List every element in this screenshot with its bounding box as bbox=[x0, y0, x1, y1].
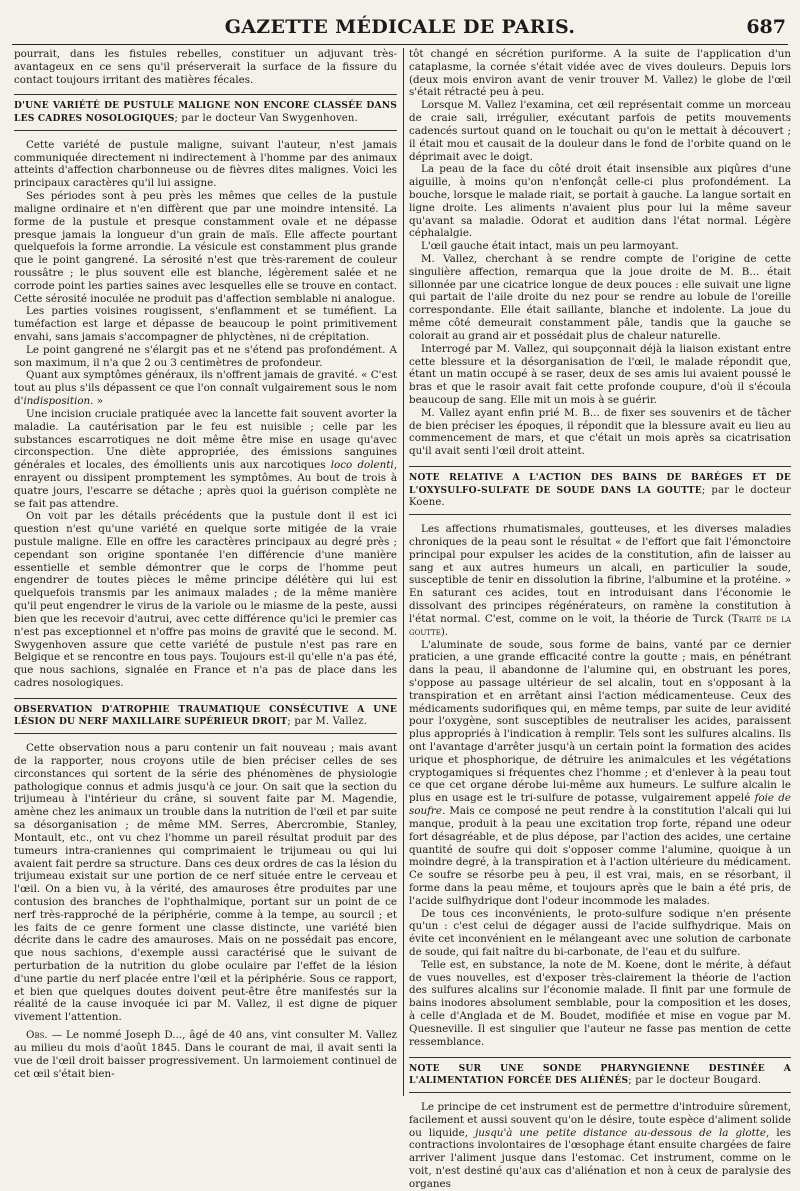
text-run: » bbox=[93, 395, 104, 408]
paragraph: Telle est, en substance, la note de M. Koene, dont le mérite, à défaut de vues nouvelles, est d'exposer très-clairement la théorie de l'action des sulfures alcalins sur l'économie malade. Il finit par une formule de bains inodores absolument semblable, pour la composition et les doses, à celle d'Anglada et de M. Boudet, modifiée et mise en vogue par M. Quesneville. Il est singulier que l'auteur ne fasse pas mention de cette ressemblance. bbox=[409, 958, 791, 1048]
paragraph bbox=[409, 523, 791, 638]
paragraph: Les parties voisines rougissent, s'enflamment et se tuméfient. La tuméfaction est large et dépasse de beaucoup le point primitivement envahi, sans jamais s'accompagner de phlyctènes, ni de crépitation. bbox=[14, 305, 397, 344]
reference-title: Traité de la goutte bbox=[409, 612, 791, 638]
article-heading bbox=[409, 1057, 791, 1093]
italic-text: foie de soufre bbox=[409, 792, 791, 818]
italic-text: indisposition. bbox=[23, 395, 94, 408]
paragraph: Lorsque M. Vallez l'examina, cet œil représentait comme un morceau de craie sali, irrégulier, exécutant parfois de petits mouvements cadencés surtout quand on le touchait ou qu'on le mettait à découvert ; il était mou et causait de la douleur dans le fond de l'orbite quand on le déprimait avec le doigt. bbox=[409, 99, 791, 163]
text-run: Le principe de cet instrument est de permettre d'introduire sûrement, facilement et aussi souvent qu'on le désire, toute espèce d'aliment solide ou liquide, bbox=[409, 1100, 791, 1139]
article-title: NOTE SUR UNE SONDE PHARYNGIENNE DESTINÉE A L'ALIMENTATION FORCÉE DES ALIÉNÉS bbox=[409, 1062, 791, 1087]
journal-title: GAZETTE MÉDICALE DE PARIS. bbox=[224, 16, 576, 38]
paragraph bbox=[14, 1029, 397, 1080]
paragraph: Ses périodes sont à peu près les mêmes que celles de la pustule maligne ordinaire et n'en diffèrent que par une moindre intensité. La forme de la pustule et presque constamment ovale et ne dépasse presque jamais la longueur d'un grain de maïs. Elle affecte pourtant quelquefois la forme arrondie. La vésicule est constamment plus grande que le point gangrené. La sérosité n'est que très-rarement de couleur roussâtre ; le plus souvent elle est blanche, légèrement salée et ne corrode point les parties saines avec lesquelles elle se trouve en contact. Cette sérosité inoculée ne produit pas d'affection semblable ni analogue. bbox=[14, 190, 397, 305]
paragraph: Cette variété de pustule maligne, suivant l'auteur, n'est jamais communiquée directement ni indirectement à l'homme par des animaux atteints d'affection charbonneuse ou de fièvres dites malignes. Voici les principaux caractères qu'il lui assigne. bbox=[14, 138, 397, 190]
text-run: ). bbox=[440, 625, 449, 638]
text-run: , enrayent ou dissipent promptement les symptômes. Au bout de trois à quatre jours, l'escarre se détache ; après quoi la guérison complète ne se fait pas attendre. bbox=[14, 459, 397, 510]
paragraph: On voit par les détails précédents que la pustule dont il est ici question n'est qu'une variété en quelque sorte mitigée de la vraie pustule maligne. Elle en offre les caractères principaux au degré près ; cependant son origine spontanée l'en différencie d'une manière essentielle et semble démontrer que le corps de l'homme peut engendrer de toutes pièces le même principe délétère qui lui est quelquefois transmis par les animaux malades ; de la même manière qu'il peut engendrer le virus de la variole ou le miasme de la peste, aussi bien que les recevoir d'autrui, avec cette différence qu'ici le premier cas n'est pas exceptionnel et n'offre pas moins de gravité que le second. M. Swygenhoven assure que cette variété de pustule n'est pas rare en Belgique et se rencontre en tous pays. Toujours est-il qu'elle n'a pas été, que nous sachions, signalée en France et n'a pas de place dans les cadres nosologiques. bbox=[14, 510, 397, 689]
paragraph: M. Vallez, cherchant à se rendre compte de l'origine de cette singulière affection, remarqua que la joue droite de M. B... était sillonnée par une cicatrice longue de deux pouces : elle suivait une ligne qui partait de l'aile droite du nez pour se rendre au lobule de l'oreille correspondante. Elle était saillante, blanche et indolente. La joue du même côté demeurait constamment pâle, tandis que la gauche se colorait au grand air et possédait plus de chaleur naturelle. bbox=[409, 253, 791, 342]
article-title: OBSERVATION D'ATROPHIE TRAUMATIQUE CONSÉCUTIVE A UNE LÉSION DU NERF MAXILLAIRE SUPÉRIEUR DROIT bbox=[14, 703, 397, 728]
paragraph: L'œil gauche était intact, mais un peu larmoyant. bbox=[421, 240, 679, 253]
paragraph: M. Vallez ayant enfin prié M. B... de fixer ses souvenirs et de tâcher de bien préciser les époques, il répondit que la blessure avait eu lieu au commencement de mars, et que c'était un mois après sa cicatrisation qu'il avait senti l'œil droit atteint. bbox=[409, 406, 791, 458]
paragraph: Cette observation nous a paru contenir un fait nouveau ; mais avant de la rapporter, nous croyons utile de bien préciser celles de ses circonstances qui sortent de la série des phénomènes de physiologie pathologique connus et admis jusqu'à ce jour. On sait que la section du trijumeau à l'intérieur du crâne, si souvent faite par M. Magendie, amène chez les animaux un trouble dans la nutrition de l'œil et par suite sa désorganisation ; de même MM. Serres, Abercrombie, Stanley, Montault, etc., ont vu chez l'homme un pareil résultat produit par des tumeurs intra-craniennes qui comprimaient le trijumeau ou qui lui avaient fait perdre sa structure. Dans ces deux ordres de cas la lésion du trijumeau existait sur une portion de ce nerf située entre le cerveau et l'œil. On a bien vu, à la vérité, des amauroses être produites par une contusion des branches de l'ophthalmique, portant sur un point de ce nerf très-rapproché de la périphérie, comme à la tempe, au sourcil ; et les faits de ce genre forment une classe distincte, une variété bien décrite dans le cadre des amauroses. Mais on ne possédait pas encore, que nous sachions, d'exemple aussi caractérisé que le suivant de perturbation de la nutrition du globe oculaire par l'effet de la lésion d'une partie du nerf placée entre l'œil et la périphérie. Sous ce rapport, et bien que quelques doutes doivent peut-être être manifestés sur la réalité de la cause invoquée ici par M. Vallez, il est digne de piquer vivement l'attention. bbox=[14, 742, 397, 1024]
paragraph bbox=[409, 639, 791, 908]
observation-label: Obs. bbox=[26, 1029, 48, 1042]
italic-text: loco dolenti bbox=[330, 459, 394, 472]
paragraph bbox=[409, 1101, 791, 1191]
article-heading bbox=[14, 94, 397, 130]
text-run: . Mais ce composé ne peut rendre à la constitution l'alcali qui lui manque, produit à la peau une excitation trop forte, répand une odeur fort désagréable, et de plus dépose, par l'action des acides, une certaine quantité de soufre qui doit s'opposer comme l'alumine, quoique à un moindre degré, à la transpiration et à l'action ultérieure du médicament. Ce soufre se résorbe peu à peu, il est vrai, mais, en se résorbant, il forme dans la peau même, et toujours après que le bain a été pris, de l'acide sulfhydrique dont l'odeur incommode les malades. bbox=[409, 805, 791, 907]
text-run: Une incision cruciale pratiquée avec la lancette fait souvent avorter la maladie. La cautérisation par le feu est nuisible ; celle par les substances escarrotiques ne doit même être mise en usage qu'avec circonspection. Une diète appropriée, des émissions sanguines générales et locales, des émollients unis aux narcotiques bbox=[14, 407, 397, 472]
column-divider bbox=[403, 48, 404, 1096]
paragraph: tôt changé en sécrétion puriforme. A la suite de l'application d'un cataplasme, la cornée s'était vidée avec de vives douleurs. Depuis lors (deux mois environ avant de venir trouver M. Vallez) le globe de l'œil s'était rétracté peu à peu. bbox=[409, 48, 791, 99]
article-author: ; par le docteur Koene. bbox=[409, 484, 791, 509]
left-column bbox=[14, 48, 397, 1098]
text-run: — Le nommé Joseph D..., âgé de 40 ans, vint consulter M. Vallez au milieu du mois d'août 1845. Dans le courant de mai, il avait senti la vue de l'œil droit baisser progressivement. Un larmoiement continuel de cet œil s'était bien- bbox=[14, 1029, 397, 1080]
right-column bbox=[409, 48, 791, 1190]
article-author: ; par M. Vallez. bbox=[287, 716, 368, 728]
article-author: ; par le docteur Bougard. bbox=[628, 1075, 762, 1087]
text-run: , les contractions involontaires de l'œsophage étant ensuite chargées de faire arriver l'aliment jusque dans l'estomac. Cet instrument, comme on le voit, n'est destiné qu'aux cas d'aliénation et non à ceux de paralysie des organes bbox=[409, 1126, 791, 1190]
article-heading bbox=[14, 698, 397, 734]
text-run: Les affections rhumatismales, goutteuses, et les diverses maladies chroniques de la peau sont le résultat « de l'effort que fait l'émonctoire principal pour expulser les acides de la constitution, afin de laisser au sang et aux autres humeurs un alcali, en particulier la soude, susceptible de tenir en dissolution la fibrine, l'albumine et la protéine. » En saturant ces acides, tout en introduisant dans l'économie le dissolvant des principes régénérateurs, on ramène la constitution à l'état normal. C'est, comme on le voit, la théorie de Turck ( bbox=[409, 523, 791, 625]
page-number: 687 bbox=[746, 16, 786, 38]
paragraph bbox=[14, 408, 397, 511]
paragraph: La peau de la face du côté droit était insensible aux piqûres d'une aiguille, à moins qu'on n'enfonçât celle-ci plus profondément. La bouche, lorsque le malade riait, se portait à gauche. La langue sortait en ligne droite. Les aliments n'avaient plus pour lui la même saveur qu'avant sa maladie. Odorat et audition dans l'état normal. Légère céphalalgie. bbox=[409, 163, 791, 240]
paragraph: pourrait, dans les fistules rebelles, constituer un adjuvant très-avantageux en ce sens qu'il préserverait la surface de la fissure du contact toujours irritant des matières fécales. bbox=[14, 48, 397, 86]
italic-text: jusqu'à une petite distance au-dessous de la glotte bbox=[475, 1126, 766, 1139]
text-run: Quant aux symptômes généraux, ils n'offrent jamais de gravité. « C'est tout au plus s'ils dépassent ce que l'on connaît vulgairement sous le nom d' bbox=[14, 369, 397, 408]
article-title: D'UNE VARIÉTÉ DE PUSTULE MALIGNE NON ENCORE CLASSÉE DANS LES CADRES NOSOLOGIQUES bbox=[14, 100, 397, 125]
paragraph: Le point gangrené ne s'élargit pas et ne s'étend pas profondément. A son maximum, il n'a que 2 ou 3 centimètres de profondeur. bbox=[14, 343, 397, 369]
paragraph bbox=[14, 369, 397, 407]
masthead bbox=[12, 14, 788, 45]
article-heading bbox=[409, 466, 791, 515]
text-run: L'aluminate de soude, sous forme de bains, vanté par ce dernier praticien, a une grande efficacité contre la goutte ; mais, en pénétrant dans la peau, il abandonne de l'alumine qui, en obstruant les pores, s'oppose au passage ultérieur de sel alcalin, tout en s'opposant à la transpiration et en arrêtant ainsi l'action médicamenteuse. Ceux des médicaments sudorifiques qui, en même temps, par suite de leur avidité pour l'oxygène, sont susceptibles de neutraliser les acides, paraissent plus appropriés à l'indication à remplir. Tels sont les sulfures alcalins. Ils ont l'avantage d'arrêter jusqu'à un certain point la formation des acides urique et phosphorique, de détruire les animalcules et les végétations cryptogamiques si fréquentes chez l'homme ; et d'enlever à la peau tout ce que cet organe dérobe lui-même aux humeurs. Le sulfure alcalin le plus en usage est le tri-sulfure de potasse, vulgairement appelé bbox=[409, 638, 791, 805]
paragraph: De tous ces inconvénients, le proto-sulfure sodique n'en présente qu'un : c'est celui de dégager aussi de l'acide sulfhydrique. Mais on évite cet inconvénient en le mélangeant avec une solution de carbonate de soude, qui fait naître du bi-carbonate, de l'eau et du sulfure. bbox=[409, 907, 791, 959]
article-title: NOTE RELATIVE A L'ACTION DES BAINS DE BARÉGES ET DE L'OXYSULFO-SULFATE DE SOUDE DANS LA GOUTTE bbox=[409, 472, 791, 496]
article-author: ; par le docteur Van Swygenhoven. bbox=[174, 113, 358, 125]
paragraph: Interrogé par M. Vallez, qui soupçonnait déjà la liaison existant entre cette blessure et la désorganisation de l'œil, le malade répondit que, étant un matin occupé à se raser, deux de ses amis lui avaient poussé le bras et que le rasoir avait fait cette profonde coupure, d'où il s'écoula beaucoup de sang. Elle mit un mois à se guérir. bbox=[409, 342, 791, 406]
